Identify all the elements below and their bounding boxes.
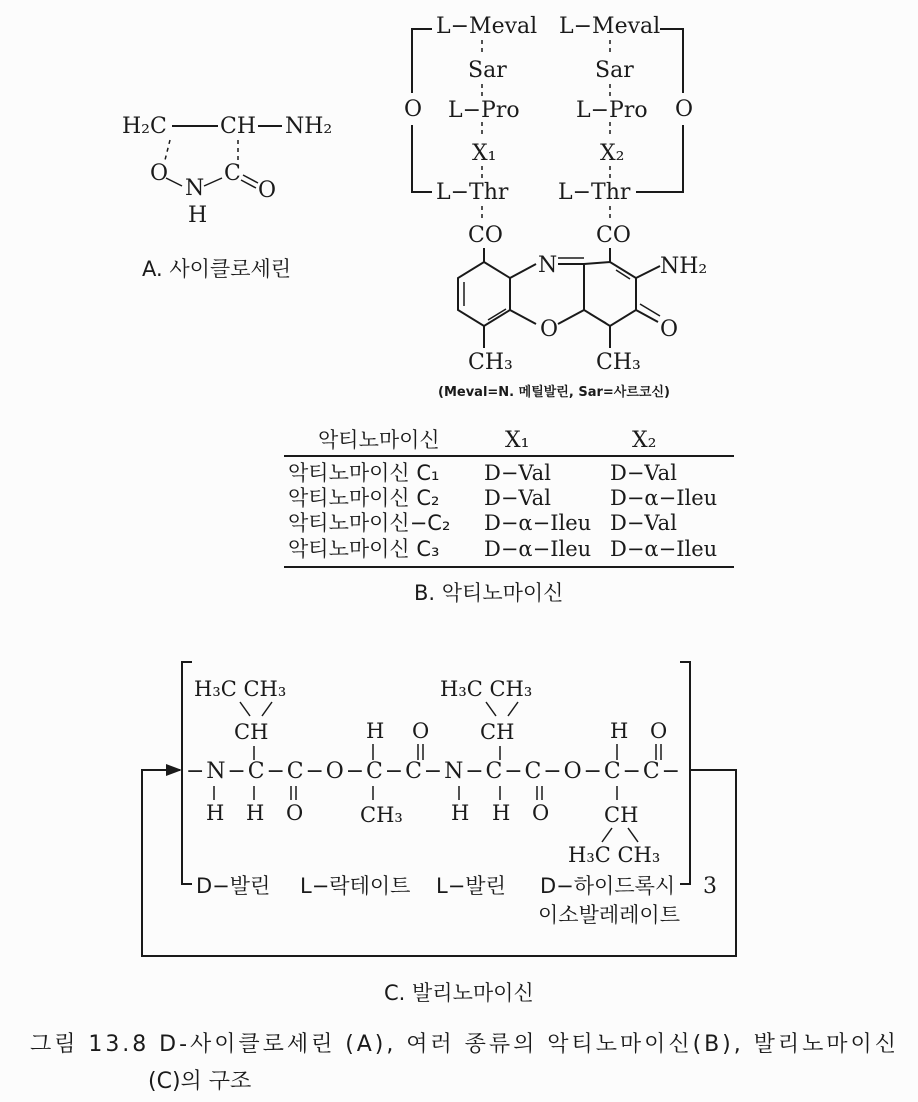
table-row-4-name: 악티노마이신 C₃	[288, 537, 440, 561]
actino-right-sar: Sar	[595, 58, 634, 83]
valino-residue-isovalerate: 이소발레레이트	[538, 903, 681, 927]
figure-caption-line-2: (C)의 구조	[148, 1069, 252, 1094]
actinomycin-caption: B. 악티노마이신	[414, 581, 564, 605]
table-row-4-x1: D−α−Ileu	[484, 537, 592, 561]
table-row-3-x2: D−Val	[610, 511, 677, 535]
actino-right-ring-o: O	[675, 97, 694, 122]
table-row-3-name: 악티노마이신−C₂	[288, 511, 451, 535]
cyclo-c-label: C	[224, 161, 241, 186]
valino-right-bracket	[680, 662, 690, 884]
actino-left-pro: L−Pro	[448, 98, 520, 123]
actino-bond-o-right	[558, 310, 584, 324]
actino-right-ring-bottom	[636, 125, 683, 192]
actino-bond-ketone	[636, 310, 658, 322]
actino-bond-cn	[510, 264, 536, 278]
valino-side1-bond-a	[240, 702, 250, 716]
table-row-1-name: 악티노마이신 C₁	[288, 461, 440, 485]
valino-hiv-bond-b	[628, 828, 638, 842]
actino-ring-n: N	[538, 253, 558, 278]
table-row-1-x1: D−Val	[484, 461, 551, 485]
valino-lact-h: H	[366, 719, 385, 743]
valinomycin-caption: C. 발리노마이신	[384, 981, 534, 1005]
cyclo-nh2-label: NH₂	[285, 114, 333, 139]
table-row-2-name: 악티노마이신 C₂	[288, 486, 440, 510]
valino-side1-bond-b	[262, 702, 272, 716]
actino-right-ring-top	[660, 29, 683, 93]
actino-ch3-left: CH₃	[468, 350, 513, 375]
actino-x2: X₂	[600, 141, 625, 166]
valino-c4-o: O	[532, 801, 550, 825]
valino-cycle-arrowhead	[166, 764, 182, 776]
cyclo-o-label: O	[150, 161, 169, 186]
actino-left-ring-o: O	[404, 97, 423, 122]
cycloserine-structure	[122, 114, 332, 281]
figure-caption-line-1: 그림 13.8 D-사이클로세린 (A), 여러 종류의 악티노마이신(B), 발리노마이신	[30, 1032, 896, 1057]
table-row-1-x2: D−Val	[610, 461, 677, 485]
actino-left-ring-top	[412, 29, 432, 93]
valino-hiv-bond-a	[602, 828, 612, 842]
valino-side2-bond-a	[486, 702, 496, 716]
valino-side1-ch: CH	[234, 720, 269, 744]
valino-n1-h: H	[206, 801, 225, 825]
actino-right-co: CO	[596, 223, 631, 248]
table-row-2-x1: D−Val	[484, 486, 551, 510]
table-row-2-x2: D−α−Ileu	[610, 486, 718, 510]
actinomycin-structure	[404, 14, 707, 400]
actino-right-meval: L−Meval	[559, 14, 661, 39]
actino-bond-co	[510, 310, 536, 324]
cyclo-bond-on	[166, 178, 182, 186]
valino-side2-h3c-ch3: H₃C CH₃	[440, 677, 533, 701]
valino-repeat-count: 3	[703, 874, 717, 899]
valino-n2-h: H	[451, 801, 470, 825]
actino-legend: (Meval=N. 메틸발린, Sar=사르코신)	[438, 385, 670, 400]
actino-left-meval: L−Meval	[436, 14, 538, 39]
table-row-4-x2: D−α−Ileu	[610, 537, 718, 561]
valino-hiv-o: O	[650, 719, 668, 743]
valino-residue-l-valine: L−발린	[436, 874, 506, 898]
table-header-x2: X₂	[632, 428, 657, 453]
cyclo-bond-left	[165, 140, 170, 160]
valino-c2-o: O	[286, 801, 304, 825]
actinomycin-table	[284, 428, 734, 605]
valino-hiv-h3c-ch3: H₃C CH₃	[568, 843, 661, 867]
valino-residue-l-lactate: L−락테이트	[300, 874, 411, 898]
actino-bond-nh2	[636, 266, 660, 278]
actino-left-ring-bottom	[412, 125, 432, 192]
actino-nh2: NH₂	[660, 254, 708, 279]
actino-ring-o-center: O	[540, 317, 559, 342]
actino-ring-left	[458, 262, 510, 326]
actino-x1: X₁	[472, 141, 497, 166]
actino-ring-right-double	[616, 270, 630, 279]
valino-c3-h: H	[492, 801, 511, 825]
cyclo-n-label: N	[185, 176, 205, 201]
cyclo-ch-label: CH	[220, 114, 257, 139]
cycloserine-caption: A. 사이클로세린	[142, 257, 292, 281]
actino-left-co: CO	[468, 223, 503, 248]
cyclo-h2c-label: H₂C	[122, 114, 167, 139]
valino-residue-d-valine: D−발린	[196, 874, 271, 898]
actino-left-thr: L−Thr	[436, 180, 509, 205]
valino-lact-o: O	[412, 719, 430, 743]
actino-right-thr: L−Thr	[558, 180, 631, 205]
valino-hiv-h: H	[610, 719, 629, 743]
actino-ring-right-double-2	[590, 314, 606, 323]
valino-hiv-ch: CH	[604, 803, 639, 827]
valino-lact-ch3: CH₃	[360, 803, 403, 827]
cyclo-h-label: H	[188, 203, 208, 228]
actino-left-sar: Sar	[468, 58, 507, 83]
table-row-3-x1: D−α−Ileu	[484, 511, 592, 535]
cyclo-carbonyl-o-label: O	[258, 178, 277, 203]
actino-ch3-right: CH₃	[596, 350, 641, 375]
actino-right-pro: L−Pro	[576, 98, 648, 123]
table-header-x1: X₁	[505, 428, 530, 453]
cyclo-bond-nc	[204, 178, 222, 186]
actino-ketone-o: O	[660, 317, 679, 342]
valino-side1-h3c-ch3: H₃C CH₃	[194, 677, 287, 701]
valino-side2-bond-b	[508, 702, 518, 716]
valinomycin-structure	[142, 662, 736, 1005]
table-header-name: 악티노마이신	[318, 428, 440, 452]
valino-c1-h: H	[246, 801, 265, 825]
valino-side2-ch: CH	[480, 720, 515, 744]
actino-ring-right	[584, 262, 636, 326]
valino-residue-d-hydroxy: D−하이드록시	[540, 874, 676, 898]
valino-backbone: −N−C−C−O−C−C−N−C−C−O−C−C−	[186, 759, 680, 784]
